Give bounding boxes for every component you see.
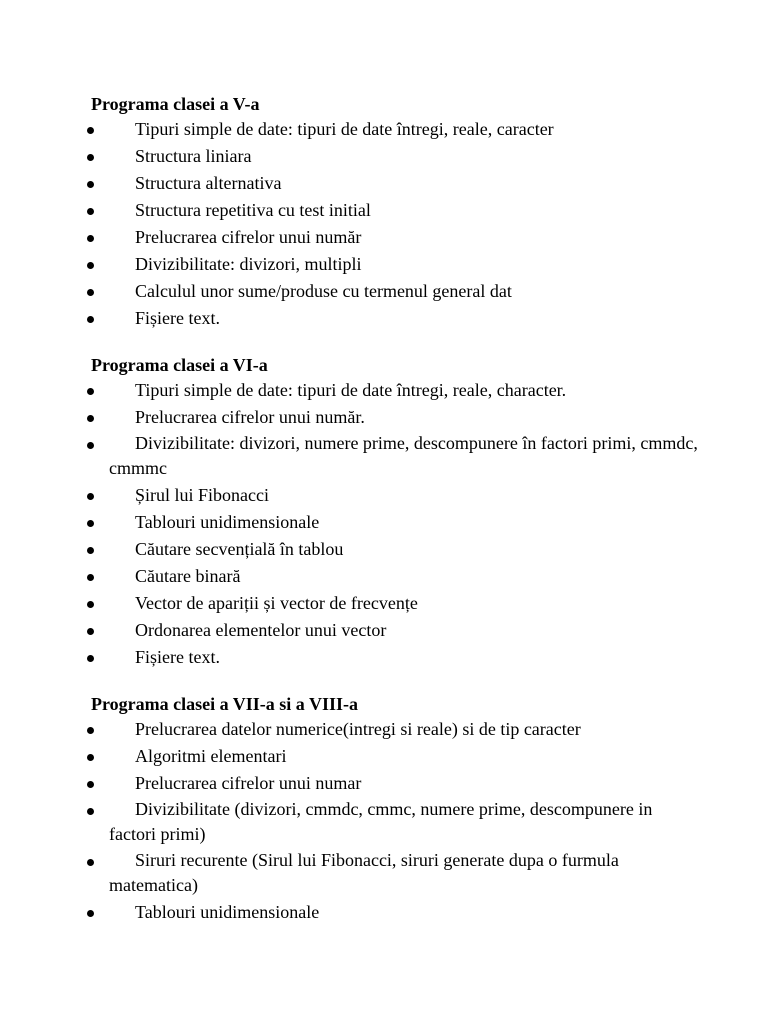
bullet-icon [87,754,94,761]
list-item-text: Divizibilitate: divizori, multipli [135,254,362,274]
list-item-text: Structura liniara [135,146,252,166]
section-title: Programa clasei a VI-a [91,355,268,375]
document-body [0,92,768,947]
section-title: Programa clasei a VII-a si a VIII-a [91,694,358,714]
list-item [0,617,768,643]
section-clasa-v [0,92,768,331]
bullet-icon [87,808,94,815]
bullet-icon [87,574,94,581]
list-item-text: Divizibilitate (divizori, cmmdc, cmmc, numere prime, descompunere in factori primi) [109,799,653,844]
topic-list [0,716,768,925]
list-item [0,743,768,769]
bullet-icon [87,910,94,917]
list-item-text: Tipuri simple de date: tipuri de date întregi, reale, character. [135,380,567,400]
list-item [0,197,768,223]
bullet-icon [87,127,94,134]
list-item [0,509,768,535]
list-item [0,716,768,742]
bullet-icon [87,547,94,554]
list-item-text: Siruri recurente (Sirul lui Fibonacci, siruri generate dupa o furmula matematica) [109,850,619,895]
list-item-text: Tablouri unidimensionale [135,902,320,922]
bullet-icon [87,520,94,527]
list-item [0,770,768,796]
list-item-text: Algoritmi elementari [135,746,287,766]
list-item-text: Ordonarea elementelor unui vector [135,620,387,640]
bullet-icon [87,601,94,608]
list-item [0,404,768,430]
list-item-text: Divizibilitate: divizori, numere prime, descompunere în factori primi, cmmdc, cmmmc [109,433,698,478]
list-item-text: Structura alternativa [135,173,282,193]
bullet-icon [87,781,94,788]
list-item-text: Prelucrarea cifrelor unui număr [135,227,362,247]
list-item [0,590,768,616]
bullet-icon [87,316,94,323]
bullet-icon [87,235,94,242]
list-item [0,536,768,562]
list-item-text: Fișiere text. [135,647,220,667]
list-item-text: Vector de apariții și vector de frecvențe [135,593,418,613]
list-item-text: Tipuri simple de date: tipuri de date întregi, reale, caracter [135,119,554,139]
list-item [0,797,768,847]
list-item [0,305,768,331]
list-item-text: Structura repetitiva cu test initial [135,200,371,220]
bullet-icon [87,655,94,662]
list-item [0,848,768,898]
section-clasa-vii-viii [0,692,768,925]
list-item [0,143,768,169]
list-item [0,116,768,142]
topic-list [0,116,768,331]
topic-list [0,377,768,670]
list-item-text: Șirul lui Fibonacci [135,485,269,505]
bullet-icon [87,415,94,422]
bullet-icon [87,493,94,500]
bullet-icon [87,388,94,395]
list-item-text: Fișiere text. [135,308,220,328]
list-item [0,377,768,403]
list-item-text: Prelucrarea datelor numerice(intregi si reale) si de tip caracter [135,719,581,739]
list-item-text: Prelucrarea cifrelor unui numar [135,773,362,793]
list-item [0,251,768,277]
list-item-text: Calculul unor sume/produse cu termenul general dat [135,281,512,301]
list-item [0,278,768,304]
bullet-icon [87,262,94,269]
list-item-text: Prelucrarea cifrelor unui număr. [135,407,365,427]
section-clasa-vi [0,353,768,670]
list-item [0,170,768,196]
list-item-text: Căutare binară [135,566,241,586]
list-item [0,563,768,589]
bullet-icon [87,208,94,215]
list-item [0,644,768,670]
list-item [0,482,768,508]
bullet-icon [87,181,94,188]
bullet-icon [87,727,94,734]
section-title: Programa clasei a V-a [91,94,260,114]
bullet-icon [87,628,94,635]
list-item [0,899,768,925]
bullet-icon [87,859,94,866]
bullet-icon [87,154,94,161]
list-item-text: Tablouri unidimensionale [135,512,320,532]
bullet-icon [87,289,94,296]
list-item-text: Căutare secvențială în tablou [135,539,344,559]
list-item [0,431,768,481]
bullet-icon [87,442,94,449]
list-item [0,224,768,250]
